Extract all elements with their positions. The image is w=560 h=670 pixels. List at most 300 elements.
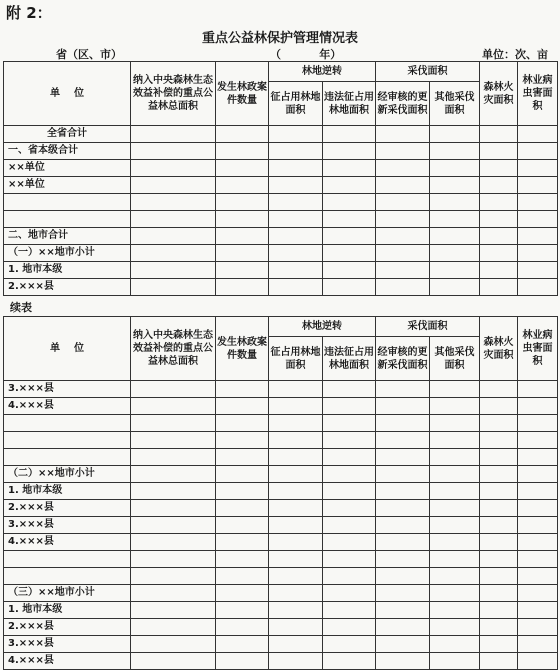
row-label: 2.×××县 — [4, 500, 131, 517]
unit-label: 单位：次、亩 — [482, 48, 548, 61]
row-label: 2.×××县 — [4, 279, 131, 296]
data-cell[interactable] — [216, 466, 269, 483]
data-cell[interactable] — [216, 483, 269, 500]
table-row — [4, 432, 558, 449]
data-cell[interactable] — [518, 126, 558, 143]
row-label: 一、省本级合计 — [4, 143, 131, 160]
table-row — [4, 143, 558, 160]
data-cell[interactable] — [430, 398, 480, 415]
year-label: （ 年） — [270, 48, 342, 61]
data-cell[interactable] — [269, 415, 323, 432]
row-label: 4.×××县 — [4, 398, 131, 415]
table-row — [4, 415, 558, 432]
data-cell[interactable] — [430, 602, 480, 619]
data-cell[interactable] — [376, 381, 430, 398]
data-cell[interactable] — [216, 177, 269, 194]
data-cell[interactable] — [269, 568, 323, 585]
table-row — [4, 449, 558, 466]
data-cell[interactable] — [376, 534, 430, 551]
data-cell[interactable] — [131, 194, 216, 211]
data-cell[interactable] — [376, 500, 430, 517]
data-cell[interactable] — [131, 177, 216, 194]
data-cell[interactable] — [216, 551, 269, 568]
header-illegal-occupied-land: 违法征占用林地面积 — [323, 337, 376, 381]
data-cell[interactable] — [131, 245, 216, 262]
data-cell[interactable] — [269, 279, 323, 296]
table-row — [4, 636, 558, 653]
data-cell[interactable] — [518, 160, 558, 177]
data-cell[interactable] — [323, 279, 376, 296]
data-cell[interactable] — [480, 585, 518, 602]
data-cell[interactable] — [480, 534, 518, 551]
data-cell[interactable] — [323, 585, 376, 602]
data-cell[interactable] — [216, 602, 269, 619]
row-label — [4, 415, 131, 432]
data-cell[interactable] — [269, 177, 323, 194]
data-cell[interactable] — [518, 432, 558, 449]
data-cell[interactable] — [131, 636, 216, 653]
data-cell[interactable] — [518, 449, 558, 466]
data-cell[interactable] — [323, 449, 376, 466]
data-cell[interactable] — [376, 262, 430, 279]
data-cell[interactable] — [269, 126, 323, 143]
data-cell[interactable] — [430, 126, 480, 143]
data-cell[interactable] — [269, 636, 323, 653]
data-cell[interactable] — [430, 381, 480, 398]
data-cell[interactable] — [430, 143, 480, 160]
data-cell[interactable] — [269, 211, 323, 228]
table-row — [4, 500, 558, 517]
header-pest-area: 林业病虫害面积 — [518, 317, 558, 381]
data-cell[interactable] — [430, 517, 480, 534]
data-cell[interactable] — [269, 466, 323, 483]
row-label: 3.×××县 — [4, 381, 131, 398]
data-cell[interactable] — [480, 517, 518, 534]
data-cell[interactable] — [323, 160, 376, 177]
data-cell[interactable] — [323, 466, 376, 483]
data-cell[interactable] — [216, 568, 269, 585]
data-cell[interactable] — [131, 500, 216, 517]
data-cell[interactable] — [480, 194, 518, 211]
data-cell[interactable] — [323, 381, 376, 398]
table-row — [4, 160, 558, 177]
table-row — [4, 534, 558, 551]
data-cell[interactable] — [376, 466, 430, 483]
data-cell[interactable] — [269, 517, 323, 534]
data-cell[interactable] — [480, 449, 518, 466]
data-cell[interactable] — [376, 398, 430, 415]
data-cell[interactable] — [269, 245, 323, 262]
data-cell[interactable] — [131, 228, 216, 245]
data-cell[interactable] — [131, 279, 216, 296]
data-cell[interactable] — [518, 568, 558, 585]
data-cell[interactable] — [376, 245, 430, 262]
table-row — [4, 398, 558, 415]
row-label — [4, 211, 131, 228]
data-cell[interactable] — [131, 466, 216, 483]
header-logging-area: 采伐面积 — [376, 62, 480, 82]
data-cell[interactable] — [480, 432, 518, 449]
row-label: 二、地市合计 — [4, 228, 131, 245]
data-cell[interactable] — [518, 585, 558, 602]
data-cell[interactable] — [518, 194, 558, 211]
data-cell[interactable] — [216, 500, 269, 517]
data-cell[interactable] — [430, 653, 480, 670]
table-row — [4, 568, 558, 585]
header-forest-fire-area: 森林火灾面积 — [480, 317, 518, 381]
data-cell[interactable] — [323, 126, 376, 143]
data-cell[interactable] — [269, 194, 323, 211]
data-cell[interactable] — [430, 245, 480, 262]
data-cell[interactable] — [216, 245, 269, 262]
data-cell[interactable] — [430, 279, 480, 296]
data-cell[interactable] — [323, 568, 376, 585]
table-row — [4, 653, 558, 670]
data-cell[interactable] — [376, 228, 430, 245]
continued-label: 续表 — [10, 301, 32, 314]
row-label: 3.×××县 — [4, 517, 131, 534]
row-label: 1. 地市本级 — [4, 602, 131, 619]
data-cell[interactable] — [216, 415, 269, 432]
data-cell[interactable] — [518, 636, 558, 653]
row-label: （三）××地市小计 — [4, 585, 131, 602]
header-other-logging: 其他采伐面积 — [430, 82, 480, 126]
data-cell[interactable] — [269, 262, 323, 279]
data-cell[interactable] — [216, 653, 269, 670]
data-cell[interactable] — [131, 619, 216, 636]
table-row — [4, 551, 558, 568]
table-row — [4, 126, 558, 143]
data-cell[interactable] — [269, 228, 323, 245]
data-cell[interactable] — [131, 262, 216, 279]
table-row — [4, 245, 558, 262]
header-logging-area: 采伐面积 — [376, 317, 480, 337]
data-cell[interactable] — [480, 279, 518, 296]
row-label: 2.×××县 — [4, 619, 131, 636]
data-cell[interactable] — [323, 551, 376, 568]
row-label — [4, 194, 131, 211]
row-label: 全省合计 — [4, 126, 131, 143]
header-forest-cases: 发生林政案件数量 — [216, 62, 269, 126]
data-cell[interactable] — [131, 143, 216, 160]
row-label: 1. 地市本级 — [4, 483, 131, 500]
table-row — [4, 262, 558, 279]
data-cell[interactable] — [269, 551, 323, 568]
data-cell[interactable] — [430, 619, 480, 636]
row-label: 4.×××县 — [4, 534, 131, 551]
data-cell[interactable] — [480, 381, 518, 398]
data-cell[interactable] — [376, 160, 430, 177]
header-ecological-forest-area: 纳入中央森林生态效益补偿的重点公益林总面积 — [131, 317, 216, 381]
table-row — [4, 381, 558, 398]
data-cell[interactable] — [430, 551, 480, 568]
data-cell[interactable] — [323, 636, 376, 653]
data-cell[interactable] — [430, 194, 480, 211]
data-cell[interactable] — [376, 517, 430, 534]
data-cell[interactable] — [480, 211, 518, 228]
data-cell[interactable] — [430, 177, 480, 194]
table-row — [4, 585, 558, 602]
data-cell[interactable] — [323, 653, 376, 670]
header-forest-land-reversal: 林地逆转 — [269, 62, 376, 82]
data-cell[interactable] — [216, 534, 269, 551]
data-cell[interactable] — [131, 585, 216, 602]
data-cell[interactable] — [131, 398, 216, 415]
data-cell[interactable] — [131, 483, 216, 500]
data-cell[interactable] — [269, 449, 323, 466]
data-cell[interactable] — [518, 653, 558, 670]
data-cell[interactable] — [376, 585, 430, 602]
data-cell[interactable] — [480, 568, 518, 585]
data-cell[interactable] — [480, 126, 518, 143]
header-ecological-forest-area: 纳入中央森林生态效益补偿的重点公益林总面积 — [131, 62, 216, 126]
data-cell[interactable] — [518, 415, 558, 432]
data-cell[interactable] — [518, 245, 558, 262]
header-other-logging: 其他采伐面积 — [430, 337, 480, 381]
data-cell[interactable] — [376, 211, 430, 228]
data-cell[interactable] — [269, 500, 323, 517]
data-cell[interactable] — [480, 619, 518, 636]
row-label — [4, 432, 131, 449]
data-cell[interactable] — [131, 126, 216, 143]
row-label: 4.×××县 — [4, 653, 131, 670]
data-cell[interactable] — [131, 551, 216, 568]
data-cell[interactable] — [518, 534, 558, 551]
data-cell[interactable] — [131, 568, 216, 585]
table-row — [4, 602, 558, 619]
header-approved-renewal-logging: 经审核的更新采伐面积 — [376, 82, 430, 126]
data-cell[interactable] — [518, 398, 558, 415]
table-row — [4, 517, 558, 534]
data-cell[interactable] — [430, 483, 480, 500]
data-cell[interactable] — [269, 143, 323, 160]
data-cell[interactable] — [216, 160, 269, 177]
data-cell[interactable] — [323, 619, 376, 636]
data-cell[interactable] — [323, 432, 376, 449]
data-cell[interactable] — [323, 398, 376, 415]
data-cell[interactable] — [518, 551, 558, 568]
province-label: 省（区、市） — [56, 48, 122, 61]
data-cell[interactable] — [269, 653, 323, 670]
data-cell[interactable] — [376, 126, 430, 143]
data-cell[interactable] — [376, 551, 430, 568]
data-cell[interactable] — [131, 415, 216, 432]
data-cell[interactable] — [480, 602, 518, 619]
continued-table — [3, 316, 558, 670]
data-cell[interactable] — [269, 381, 323, 398]
data-cell[interactable] — [376, 449, 430, 466]
data-cell[interactable] — [269, 585, 323, 602]
table-row — [4, 279, 558, 296]
data-cell[interactable] — [480, 245, 518, 262]
data-cell[interactable] — [430, 432, 480, 449]
data-cell[interactable] — [518, 211, 558, 228]
data-cell[interactable] — [518, 483, 558, 500]
data-cell[interactable] — [216, 279, 269, 296]
data-cell[interactable] — [216, 143, 269, 160]
data-cell[interactable] — [518, 143, 558, 160]
table-row — [4, 177, 558, 194]
data-cell[interactable] — [216, 194, 269, 211]
data-cell[interactable] — [480, 636, 518, 653]
data-cell[interactable] — [480, 160, 518, 177]
data-cell[interactable] — [131, 211, 216, 228]
data-cell[interactable] — [518, 500, 558, 517]
data-cell[interactable] — [216, 398, 269, 415]
data-cell[interactable] — [518, 517, 558, 534]
data-cell[interactable] — [216, 585, 269, 602]
data-cell[interactable] — [131, 160, 216, 177]
data-cell[interactable] — [376, 619, 430, 636]
data-cell[interactable] — [518, 381, 558, 398]
data-cell[interactable] — [269, 160, 323, 177]
data-cell[interactable] — [430, 534, 480, 551]
header-forest-land-reversal: 林地逆转 — [269, 317, 376, 337]
data-cell[interactable] — [376, 483, 430, 500]
data-cell[interactable] — [376, 279, 430, 296]
data-cell[interactable] — [430, 636, 480, 653]
data-cell[interactable] — [323, 211, 376, 228]
data-cell[interactable] — [323, 500, 376, 517]
row-label: 3.×××县 — [4, 636, 131, 653]
table-row — [4, 466, 558, 483]
header-illegal-occupied-land: 违法征占用林地面积 — [323, 82, 376, 126]
data-cell[interactable] — [430, 415, 480, 432]
appendix-label: 附 2： — [6, 4, 52, 22]
table-row — [4, 211, 558, 228]
data-cell[interactable] — [323, 262, 376, 279]
data-cell[interactable] — [518, 466, 558, 483]
header-unit: 单 位 — [4, 317, 131, 381]
data-cell[interactable] — [480, 466, 518, 483]
data-cell[interactable] — [216, 449, 269, 466]
data-cell[interactable] — [323, 245, 376, 262]
data-cell[interactable] — [480, 415, 518, 432]
data-cell[interactable] — [480, 551, 518, 568]
data-cell[interactable] — [376, 568, 430, 585]
data-cell[interactable] — [376, 415, 430, 432]
data-cell[interactable] — [376, 653, 430, 670]
data-cell[interactable] — [480, 143, 518, 160]
data-cell[interactable] — [480, 500, 518, 517]
form-title: 重点公益林保护管理情况表 — [201, 31, 358, 46]
data-cell[interactable] — [518, 262, 558, 279]
header-unit: 单 位 — [4, 62, 131, 126]
table-row — [4, 483, 558, 500]
data-cell[interactable] — [518, 228, 558, 245]
data-cell[interactable] — [131, 432, 216, 449]
data-cell[interactable] — [216, 126, 269, 143]
data-cell[interactable] — [376, 177, 430, 194]
data-cell[interactable] — [430, 262, 480, 279]
row-label: ××单位 — [4, 177, 131, 194]
data-cell[interactable] — [323, 517, 376, 534]
data-cell[interactable] — [323, 194, 376, 211]
data-cell[interactable] — [216, 636, 269, 653]
data-cell[interactable] — [131, 602, 216, 619]
header-approved-renewal-logging: 经审核的更新采伐面积 — [376, 337, 430, 381]
data-cell[interactable] — [480, 398, 518, 415]
table-row — [4, 619, 558, 636]
data-cell[interactable] — [430, 585, 480, 602]
table-row — [4, 194, 558, 211]
data-cell[interactable] — [376, 432, 430, 449]
data-cell[interactable] — [323, 534, 376, 551]
data-cell[interactable] — [518, 279, 558, 296]
row-label: （一）××地市小计 — [4, 245, 131, 262]
data-cell[interactable] — [480, 653, 518, 670]
data-cell[interactable] — [269, 534, 323, 551]
data-cell[interactable] — [216, 432, 269, 449]
data-cell[interactable] — [131, 517, 216, 534]
main-table — [3, 61, 558, 296]
row-label — [4, 449, 131, 466]
row-label: 1. 地市本级 — [4, 262, 131, 279]
data-cell[interactable] — [376, 194, 430, 211]
row-label — [4, 568, 131, 585]
data-cell[interactable] — [480, 262, 518, 279]
data-cell[interactable] — [430, 211, 480, 228]
row-label: ××单位 — [4, 160, 131, 177]
header-forest-cases: 发生林政案件数量 — [216, 317, 269, 381]
data-cell[interactable] — [269, 432, 323, 449]
data-cell[interactable] — [430, 228, 480, 245]
data-cell[interactable] — [323, 228, 376, 245]
data-cell[interactable] — [323, 483, 376, 500]
data-cell[interactable] — [376, 602, 430, 619]
data-cell[interactable] — [216, 262, 269, 279]
row-label: （二）××地市小计 — [4, 466, 131, 483]
data-cell[interactable] — [376, 636, 430, 653]
data-cell[interactable] — [269, 602, 323, 619]
data-cell[interactable] — [323, 602, 376, 619]
header-occupied-land: 征占用林地面积 — [269, 337, 323, 381]
table-row — [4, 228, 558, 245]
data-cell[interactable] — [131, 653, 216, 670]
data-cell[interactable] — [376, 143, 430, 160]
data-cell[interactable] — [216, 619, 269, 636]
data-cell[interactable] — [323, 143, 376, 160]
data-cell[interactable] — [216, 211, 269, 228]
data-cell[interactable] — [430, 568, 480, 585]
data-cell[interactable] — [323, 177, 376, 194]
data-cell[interactable] — [480, 228, 518, 245]
data-cell[interactable] — [216, 517, 269, 534]
data-cell[interactable] — [131, 381, 216, 398]
data-cell[interactable] — [430, 466, 480, 483]
header-pest-area: 林业病虫害面积 — [518, 62, 558, 126]
data-cell[interactable] — [131, 534, 216, 551]
header-forest-fire-area: 森林火灾面积 — [480, 62, 518, 126]
data-cell[interactable] — [430, 500, 480, 517]
data-cell[interactable] — [480, 483, 518, 500]
data-cell[interactable] — [269, 483, 323, 500]
data-cell[interactable] — [323, 415, 376, 432]
header-occupied-land: 征占用林地面积 — [269, 82, 323, 126]
data-cell[interactable] — [518, 619, 558, 636]
row-label — [4, 551, 131, 568]
data-cell[interactable] — [269, 619, 323, 636]
data-cell[interactable] — [430, 449, 480, 466]
data-cell[interactable] — [518, 177, 558, 194]
data-cell[interactable] — [269, 398, 323, 415]
data-cell[interactable] — [131, 449, 216, 466]
data-cell[interactable] — [216, 228, 269, 245]
data-cell[interactable] — [480, 177, 518, 194]
data-cell[interactable] — [216, 381, 269, 398]
data-cell[interactable] — [518, 602, 558, 619]
data-cell[interactable] — [430, 160, 480, 177]
